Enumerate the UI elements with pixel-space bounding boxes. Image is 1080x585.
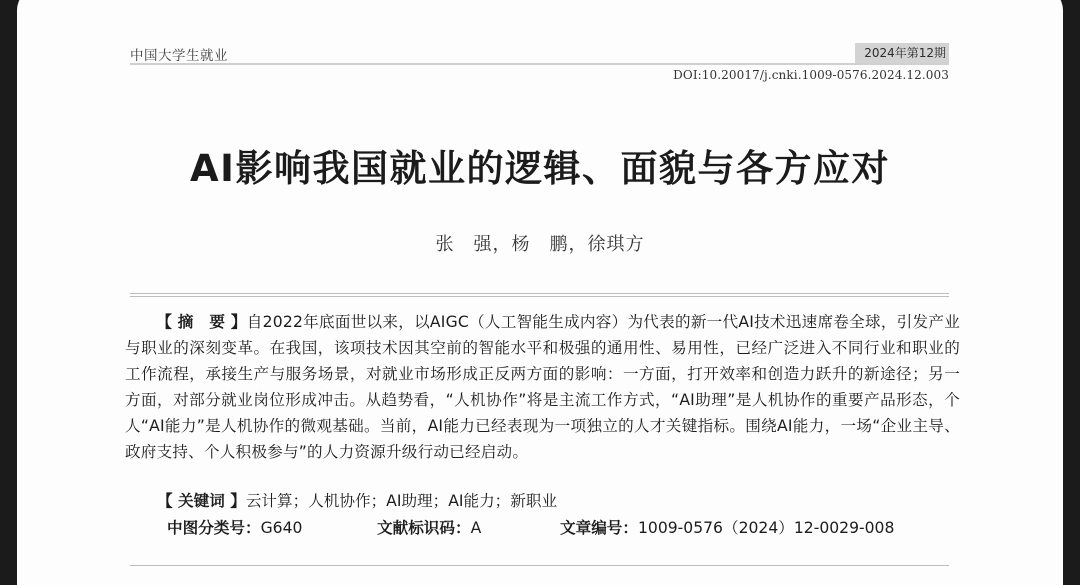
- document-code-label: 文献标识码：: [377, 519, 471, 537]
- abstract-text: 自2022年底面世以来，以AIGC（人工智能生成内容）为代表的新一代AI技术迅速席卷全球，引发产业与职业的深刻变革。在我国，该项技术因其空前的智能水平和极强的通用性、易用性，已经广泛进入不同行业和职业的工作流程，承接生产与服务场景，对就业市场形成正反两方面的影响：一方面，打开效率和创造力跃升的新途径；另一方面，对部分就业岗位形成冲击。从趋势看，“人机协作”将是主流工作方式，“AI助理”是人机协作的重要产品形态，个人“AI能力”是人机协作的微观基础。当前，AI能力已经表现为一项独立的人才关键指标。围绕AI能力，一场“企业主导、政府支持、个人积极参与”的人力资源升级行动已经启动。: [125, 313, 960, 461]
- abstract-paragraph: [125, 309, 960, 465]
- abstract-label: 【 摘 要 】: [156, 313, 247, 331]
- abstract-top-divider: [130, 293, 949, 297]
- document-code-value: A: [470, 519, 482, 537]
- clc-value: G640: [260, 519, 303, 537]
- keywords-line: [157, 488, 557, 514]
- clc-number: [167, 515, 302, 541]
- article-title: AI影响我国就业的逻辑、面貌与各方应对: [190, 147, 890, 190]
- doi-line: DOI:10.20017/j.cnki.1009-0576.2024.12.003: [673, 68, 949, 82]
- article-number-value: 1009-0576（2024）12-0029-008: [637, 519, 895, 537]
- paper-page: [17, 0, 1063, 585]
- issue-label: 2024年第12期: [864, 46, 946, 60]
- bottom-divider: [130, 565, 949, 566]
- header-divider: [130, 63, 949, 65]
- issue-badge: [855, 43, 949, 63]
- article-number-label: 文章编号：: [560, 519, 638, 537]
- keywords-label: 【 关键词 】: [157, 492, 246, 510]
- article-number: [560, 515, 894, 541]
- document-code: [377, 515, 481, 541]
- clc-label: 中图分类号：: [167, 519, 261, 537]
- article-authors: 张 强，杨 鹏，徐琪方: [435, 234, 645, 255]
- keywords-text: 云计算；人机协作；AI助理；AI能力；新职业: [245, 492, 558, 510]
- journal-name: 中国大学生就业: [130, 48, 228, 64]
